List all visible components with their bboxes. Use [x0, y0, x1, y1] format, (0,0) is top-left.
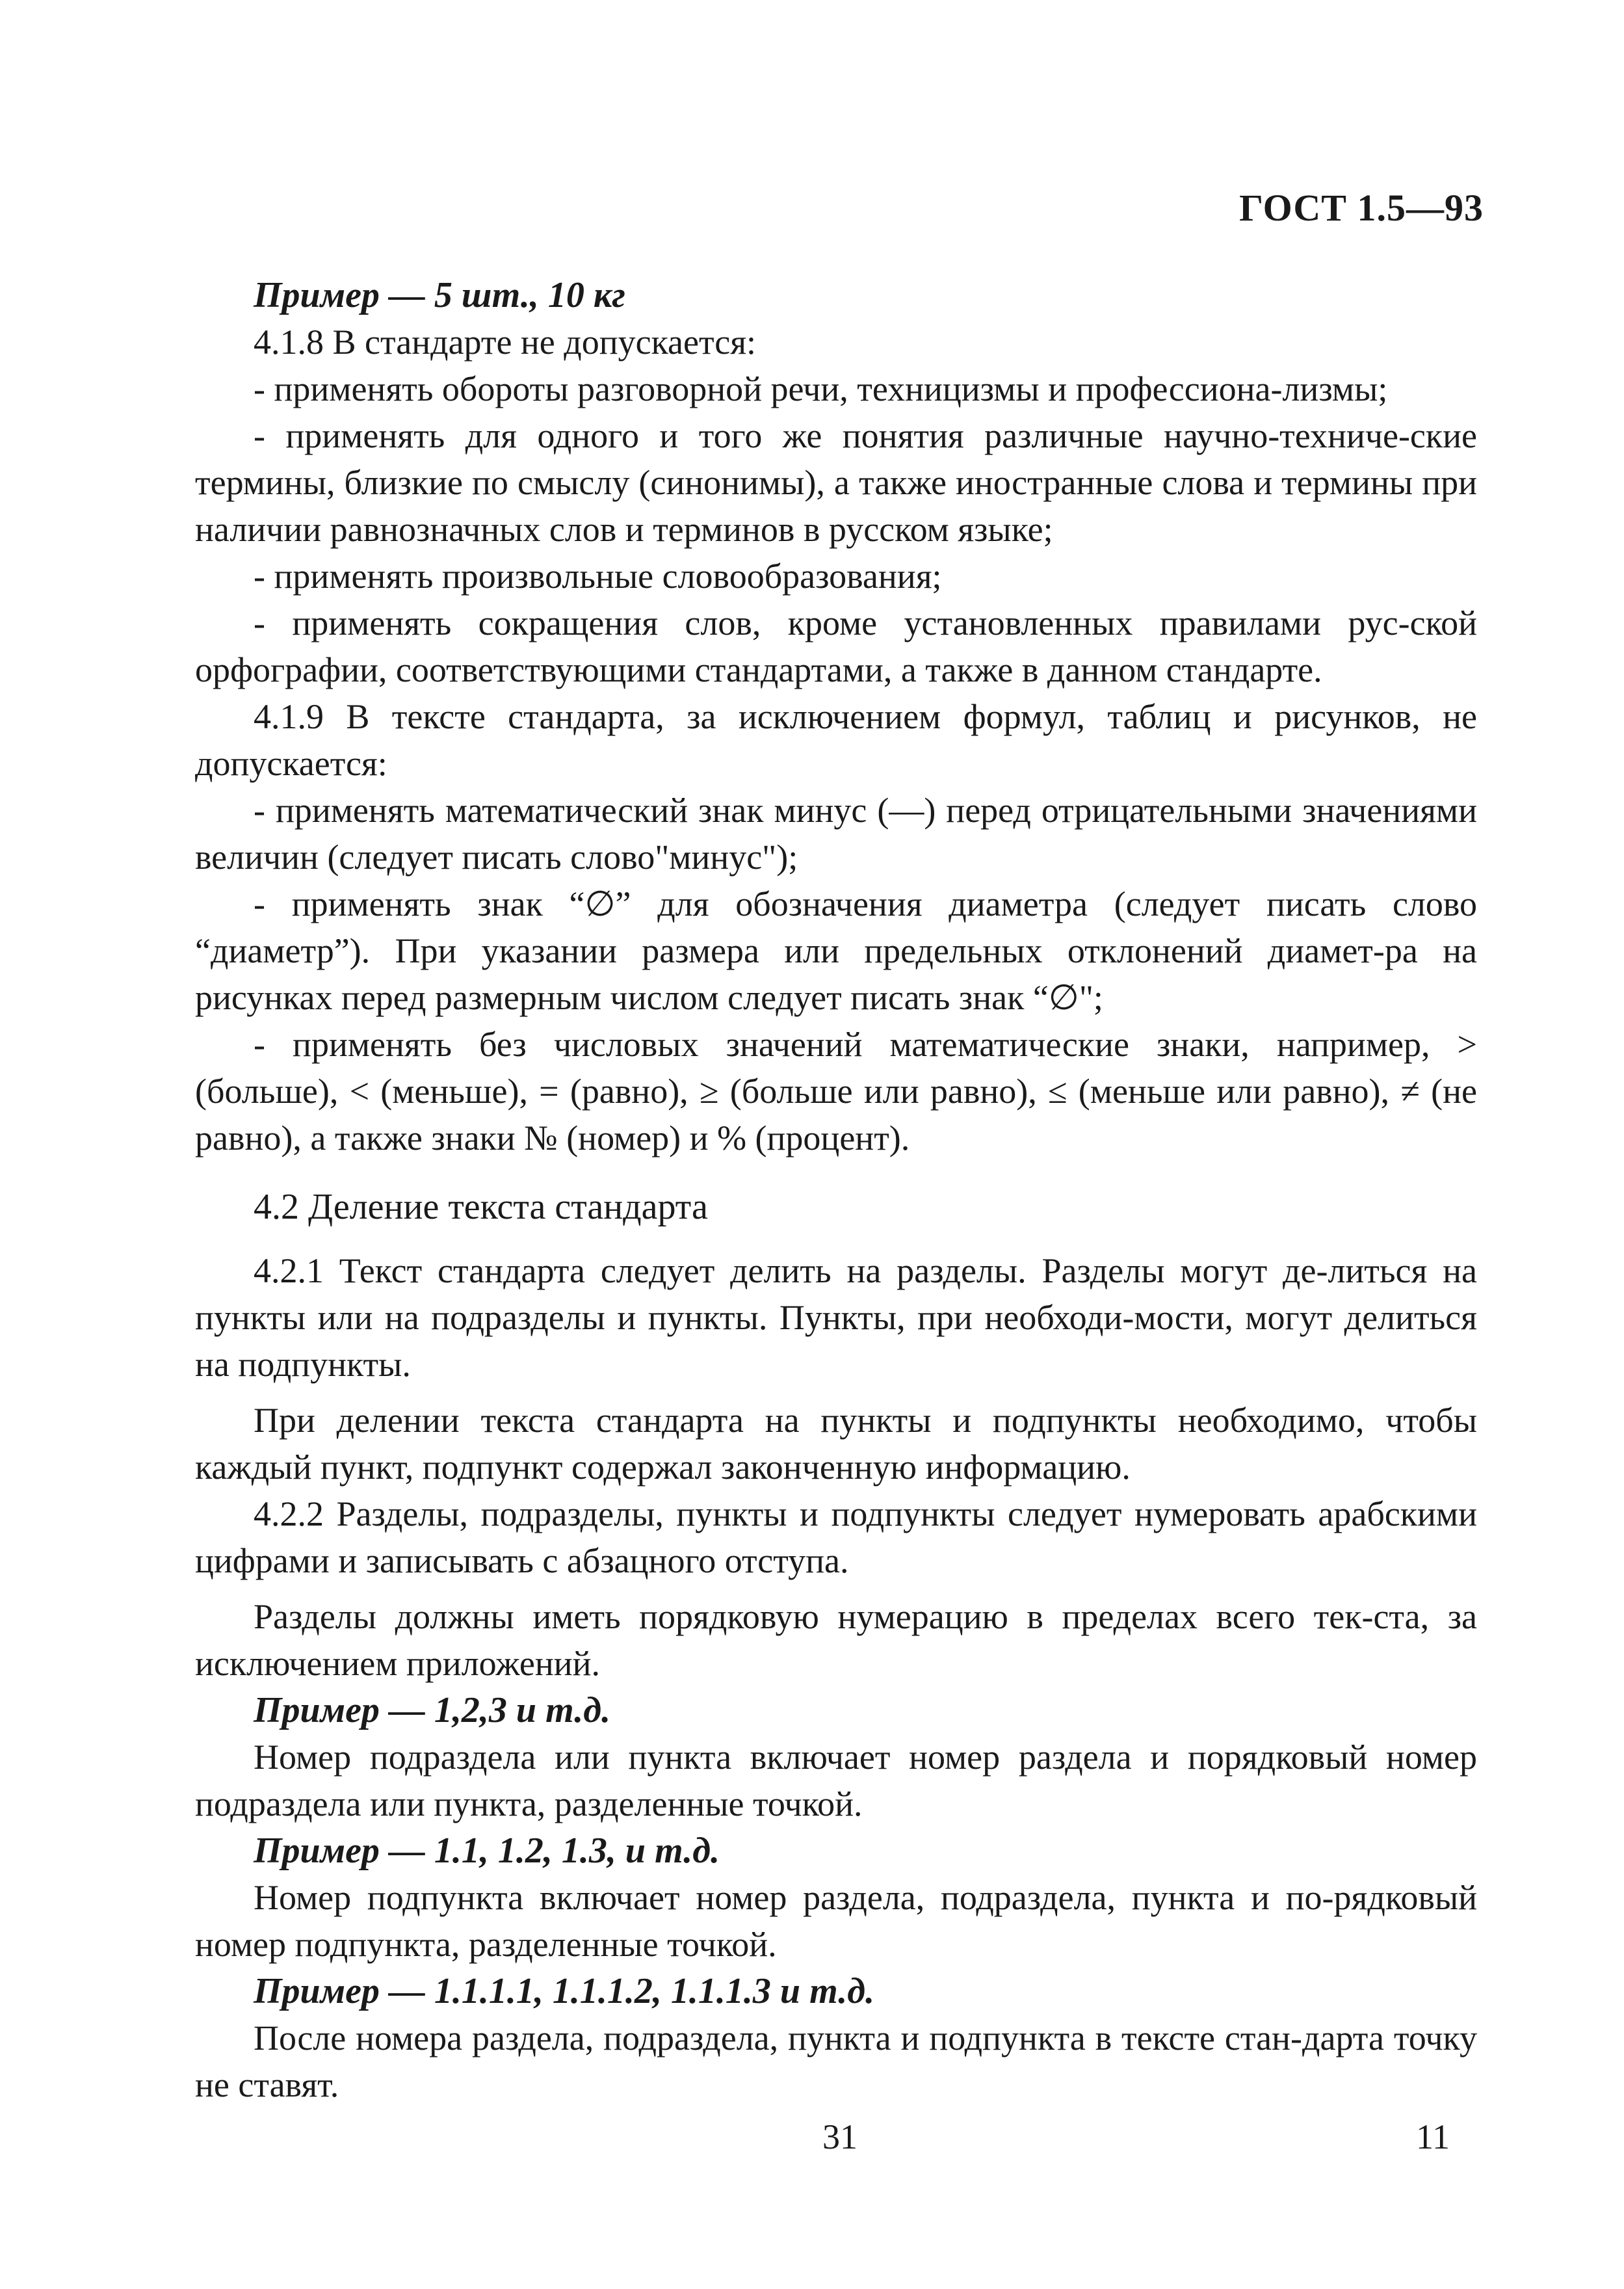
section-heading: 4.2 Деление текста стандарта — [254, 1187, 708, 1227]
sheet-number: 11 — [1416, 2117, 1450, 2156]
paragraph: После номера раздела, подраздела, пункта и подпункта в тексте стан-дарта точку не ставят. — [195, 2018, 1477, 2104]
paragraph: - применять произвольные словообразования; — [254, 557, 942, 596]
paragraph: - применять знак “∅” для обозначения диаметра (следует писать слово “диаметр”). При указании размера или предельных отклонений диамет-ра на рисунках перед размерным числом следует писать знак “∅"; — [195, 884, 1477, 1017]
document-code-header: ГОСТ 1.5—93 — [1239, 187, 1484, 229]
paragraph: Номер подпункта включает номер раздела, подраздела, пункта и по-рядковый номер подпункта, разделенные точкой. — [195, 1878, 1477, 1964]
paragraph: Номер подраздела или пункта включает номер раздела и порядковый номер подраздела или пункта, разделенные точкой. — [195, 1738, 1477, 1823]
body-text — [195, 272, 1477, 2108]
example-line: Пример — 1,2,3 и т.д. — [254, 1690, 611, 1730]
example-line: Пример — 1.1, 1.2, 1.3, и т.д. — [254, 1831, 720, 1871]
paragraph-group-2 — [195, 1247, 1477, 2108]
paragraph: - применять обороты разговорной речи, техницизмы и профессиона-лизмы; — [254, 369, 1388, 408]
paragraph: Разделы должны иметь порядковую нумерацию в пределах всего тек-ста, за исключением приложений. — [195, 1597, 1477, 1683]
example-line: Пример — 5 шт., 10 кг — [254, 275, 625, 315]
paragraph: 4.1.9 В тексте стандарта, за исключением формул, таблиц и рисунков, не допускается: — [195, 697, 1477, 783]
paragraph: 4.1.8 В стандарте не допускается: — [254, 323, 757, 362]
paragraph: - применять для одного и того же понятия различные научно-техниче-ские термины, близкие по смыслу (синонимы), а также иностранные слова и термины при наличии равнозначных слов и терминов в русском языке; — [195, 416, 1477, 549]
paragraph: - применять без числовых значений математические знаки, например, > (больше), < (меньше), = (равно), ≥ (больше или равно), ≤ (меньше или равно), ≠ (не равно), а также знаки № (номер) и % (процент). — [195, 1025, 1477, 1158]
paragraph: При делении текста стандарта на пункты и подпункты необходимо, чтобы каждый пункт, подпункт содержал законченную информацию. — [195, 1401, 1477, 1487]
example-line: Пример — 1.1.1.1, 1.1.1.2, 1.1.1.3 и т.д. — [254, 1971, 875, 2011]
paragraph: 4.2.1 Текст стандарта следует делить на разделы. Разделы могут де-литься на пункты или на подразделы и пункты. Пункты, при необходи-мости, могут делиться на подпункты. — [195, 1251, 1477, 1384]
paragraph: - применять математический знак минус (—) перед отрицательными значениями величин (следует писать слово"минус"); — [195, 791, 1477, 877]
page-number: 31 — [822, 2117, 858, 2156]
paragraph: - применять сокращения слов, кроме установленных правилами рус-ской орфографии, соответствующими стандартами, а также в данном стандарте. — [195, 603, 1477, 689]
paragraph: 4.2.2 Разделы, подразделы, пункты и подпункты следует нумеровать арабскими цифрами и записывать с абзацного отступа. — [195, 1494, 1477, 1580]
paragraph-group-1 — [195, 272, 1477, 1161]
